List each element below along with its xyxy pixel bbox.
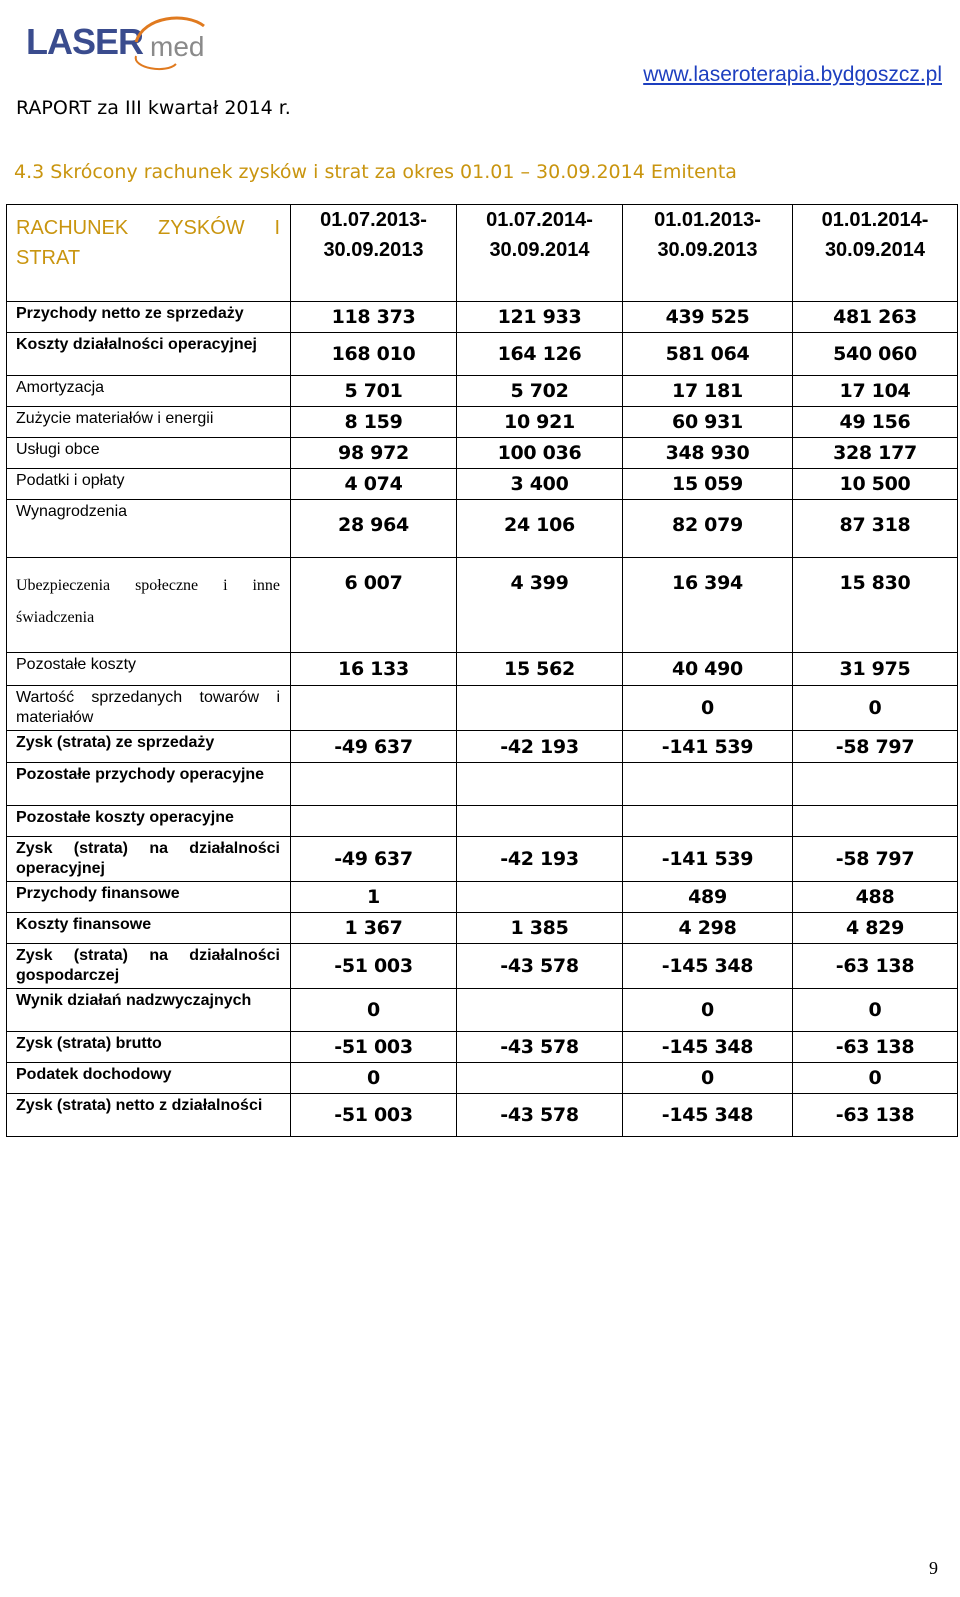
cell-value [623,763,793,806]
cell-value: 16 133 [291,653,457,686]
table-row [7,558,958,653]
row-label: Zysk (strata) na działalności operacyjnej [7,837,291,882]
cell-value: 0 [623,989,793,1032]
table-row [7,376,958,407]
cell-value: 1 [291,882,457,913]
cell-value: 15 562 [457,653,623,686]
table-row [7,989,958,1032]
table-row [7,806,958,837]
row-label: Koszty finansowe [7,913,291,944]
table-row [7,1063,958,1094]
table-row [7,686,958,731]
column-header: 01.07.2014- 30.09.2014 [457,205,623,302]
cell-value: 4 829 [793,913,958,944]
cell-value: -63 138 [793,1094,958,1137]
cell-value: 17 181 [623,376,793,407]
cell-value: -43 578 [457,1094,623,1137]
row-label: Podatek dochodowy [7,1063,291,1094]
column-header: 01.01.2014- 30.09.2014 [793,205,958,302]
cell-value: 439 525 [623,302,793,333]
cell-value: -49 637 [291,731,457,763]
cell-value [457,882,623,913]
table-row [7,763,958,806]
table-header-label: RACHUNEK ZYSKÓW I STRAT [7,205,291,302]
cell-value: 5 702 [457,376,623,407]
table-row [7,882,958,913]
cell-value: 0 [623,686,793,731]
row-label: Koszty działalności operacyjnej [7,333,291,376]
cell-value: 481 263 [793,302,958,333]
cell-value: 0 [793,989,958,1032]
cell-value: 0 [291,989,457,1032]
cell-value: -42 193 [457,731,623,763]
cell-value: 168 010 [291,333,457,376]
cell-value [291,806,457,837]
cell-value: 16 394 [623,558,793,653]
table-row [7,438,958,469]
cell-value: 118 373 [291,302,457,333]
cell-value: 121 933 [457,302,623,333]
cell-value: 328 177 [793,438,958,469]
row-label: Zysk (strata) netto z działalności [7,1094,291,1137]
cell-value: -141 539 [623,837,793,882]
cell-value [457,989,623,1032]
cell-value [457,686,623,731]
cell-value: 0 [793,1063,958,1094]
cell-value: 4 074 [291,469,457,500]
row-label: Usługi obce [7,438,291,469]
cell-value: 31 975 [793,653,958,686]
cell-value: 1 367 [291,913,457,944]
cell-value: -49 637 [291,837,457,882]
row-label: Przychody netto ze sprzedaży [7,302,291,333]
cell-value [291,763,457,806]
cell-value: 164 126 [457,333,623,376]
cell-value: 98 972 [291,438,457,469]
cell-value: -63 138 [793,1032,958,1063]
table-row [7,731,958,763]
website-link[interactable]: www.laseroterapia.bydgoszcz.pl [643,63,942,86]
cell-value: 40 490 [623,653,793,686]
cell-value: -145 348 [623,1032,793,1063]
table-row [7,913,958,944]
cell-value: 82 079 [623,500,793,558]
cell-value: -51 003 [291,1094,457,1137]
cell-value: -43 578 [457,944,623,989]
cell-value: 4 298 [623,913,793,944]
row-label: Zysk (strata) na działalności gospodarczej [7,944,291,989]
cell-value: -63 138 [793,944,958,989]
table-row [7,469,958,500]
cell-value: -42 193 [457,837,623,882]
cell-value: 10 500 [793,469,958,500]
cell-value: 540 060 [793,333,958,376]
table-row [7,333,958,376]
cell-value: 348 930 [623,438,793,469]
cell-value: -145 348 [623,944,793,989]
table-header-row [7,205,958,302]
cell-value [457,763,623,806]
cell-value [623,806,793,837]
cell-value: 87 318 [793,500,958,558]
company-logo [26,12,216,76]
row-label: Zysk (strata) ze sprzedaży [7,731,291,763]
logo-med-text: med [150,31,205,62]
cell-value: -141 539 [623,731,793,763]
cell-value: 5 701 [291,376,457,407]
cell-value: 17 104 [793,376,958,407]
row-label: Zużycie materiałów i energii [7,407,291,438]
table-row [7,407,958,438]
cell-value: -51 003 [291,1032,457,1063]
row-label: Amortyzacja [7,376,291,407]
table-row [7,1032,958,1063]
cell-value: 3 400 [457,469,623,500]
row-label: Wartość sprzedanych towarów i materiałów [7,686,291,731]
cell-value: -58 797 [793,731,958,763]
row-label: Pozostałe koszty operacyjne [7,806,291,837]
row-label: Zysk (strata) brutto [7,1032,291,1063]
cell-value: -43 578 [457,1032,623,1063]
report-title: RAPORT za III kwartał 2014 r. [16,97,291,119]
table-row [7,500,958,558]
cell-value: 24 106 [457,500,623,558]
cell-value: 488 [793,882,958,913]
row-label: Przychody finansowe [7,882,291,913]
page-number: 9 [929,1558,938,1578]
cell-value: 28 964 [291,500,457,558]
table-row [7,302,958,333]
table-row [7,944,958,989]
cell-value: 6 007 [291,558,457,653]
table-row [7,653,958,686]
cell-value: 1 385 [457,913,623,944]
cell-value [457,1063,623,1094]
cell-value [457,806,623,837]
logo-laser-text: LASER [26,21,144,62]
cell-value: -145 348 [623,1094,793,1137]
column-header: 01.01.2013- 30.09.2013 [623,205,793,302]
cell-value: 0 [623,1063,793,1094]
cell-value: 0 [793,686,958,731]
row-label: Podatki i opłaty [7,469,291,500]
table-row [7,1094,958,1137]
row-label: Pozostałe przychody operacyjne [7,763,291,806]
table-row [7,837,958,882]
income-statement-table [6,204,958,1137]
row-label: Ubezpieczenia społeczne i inne świadczenia [7,558,291,653]
row-label: Wynik działań nadzwyczajnych [7,989,291,1032]
row-label: Pozostałe koszty [7,653,291,686]
cell-value [793,763,958,806]
cell-value: 60 931 [623,407,793,438]
cell-value: 8 159 [291,407,457,438]
cell-value: 4 399 [457,558,623,653]
cell-value: 15 830 [793,558,958,653]
cell-value: 581 064 [623,333,793,376]
cell-value: 0 [291,1063,457,1094]
section-title: 4.3 Skrócony rachunek zysków i strat za okres 01.01 – 30.09.2014 Emitenta [14,161,737,183]
cell-value: 15 059 [623,469,793,500]
cell-value [793,806,958,837]
cell-value: 100 036 [457,438,623,469]
cell-value: 49 156 [793,407,958,438]
cell-value [291,686,457,731]
row-label: Wynagrodzenia [7,500,291,558]
cell-value: 10 921 [457,407,623,438]
column-header: 01.07.2013- 30.09.2013 [291,205,457,302]
cell-value: -51 003 [291,944,457,989]
cell-value: 489 [623,882,793,913]
cell-value: -58 797 [793,837,958,882]
